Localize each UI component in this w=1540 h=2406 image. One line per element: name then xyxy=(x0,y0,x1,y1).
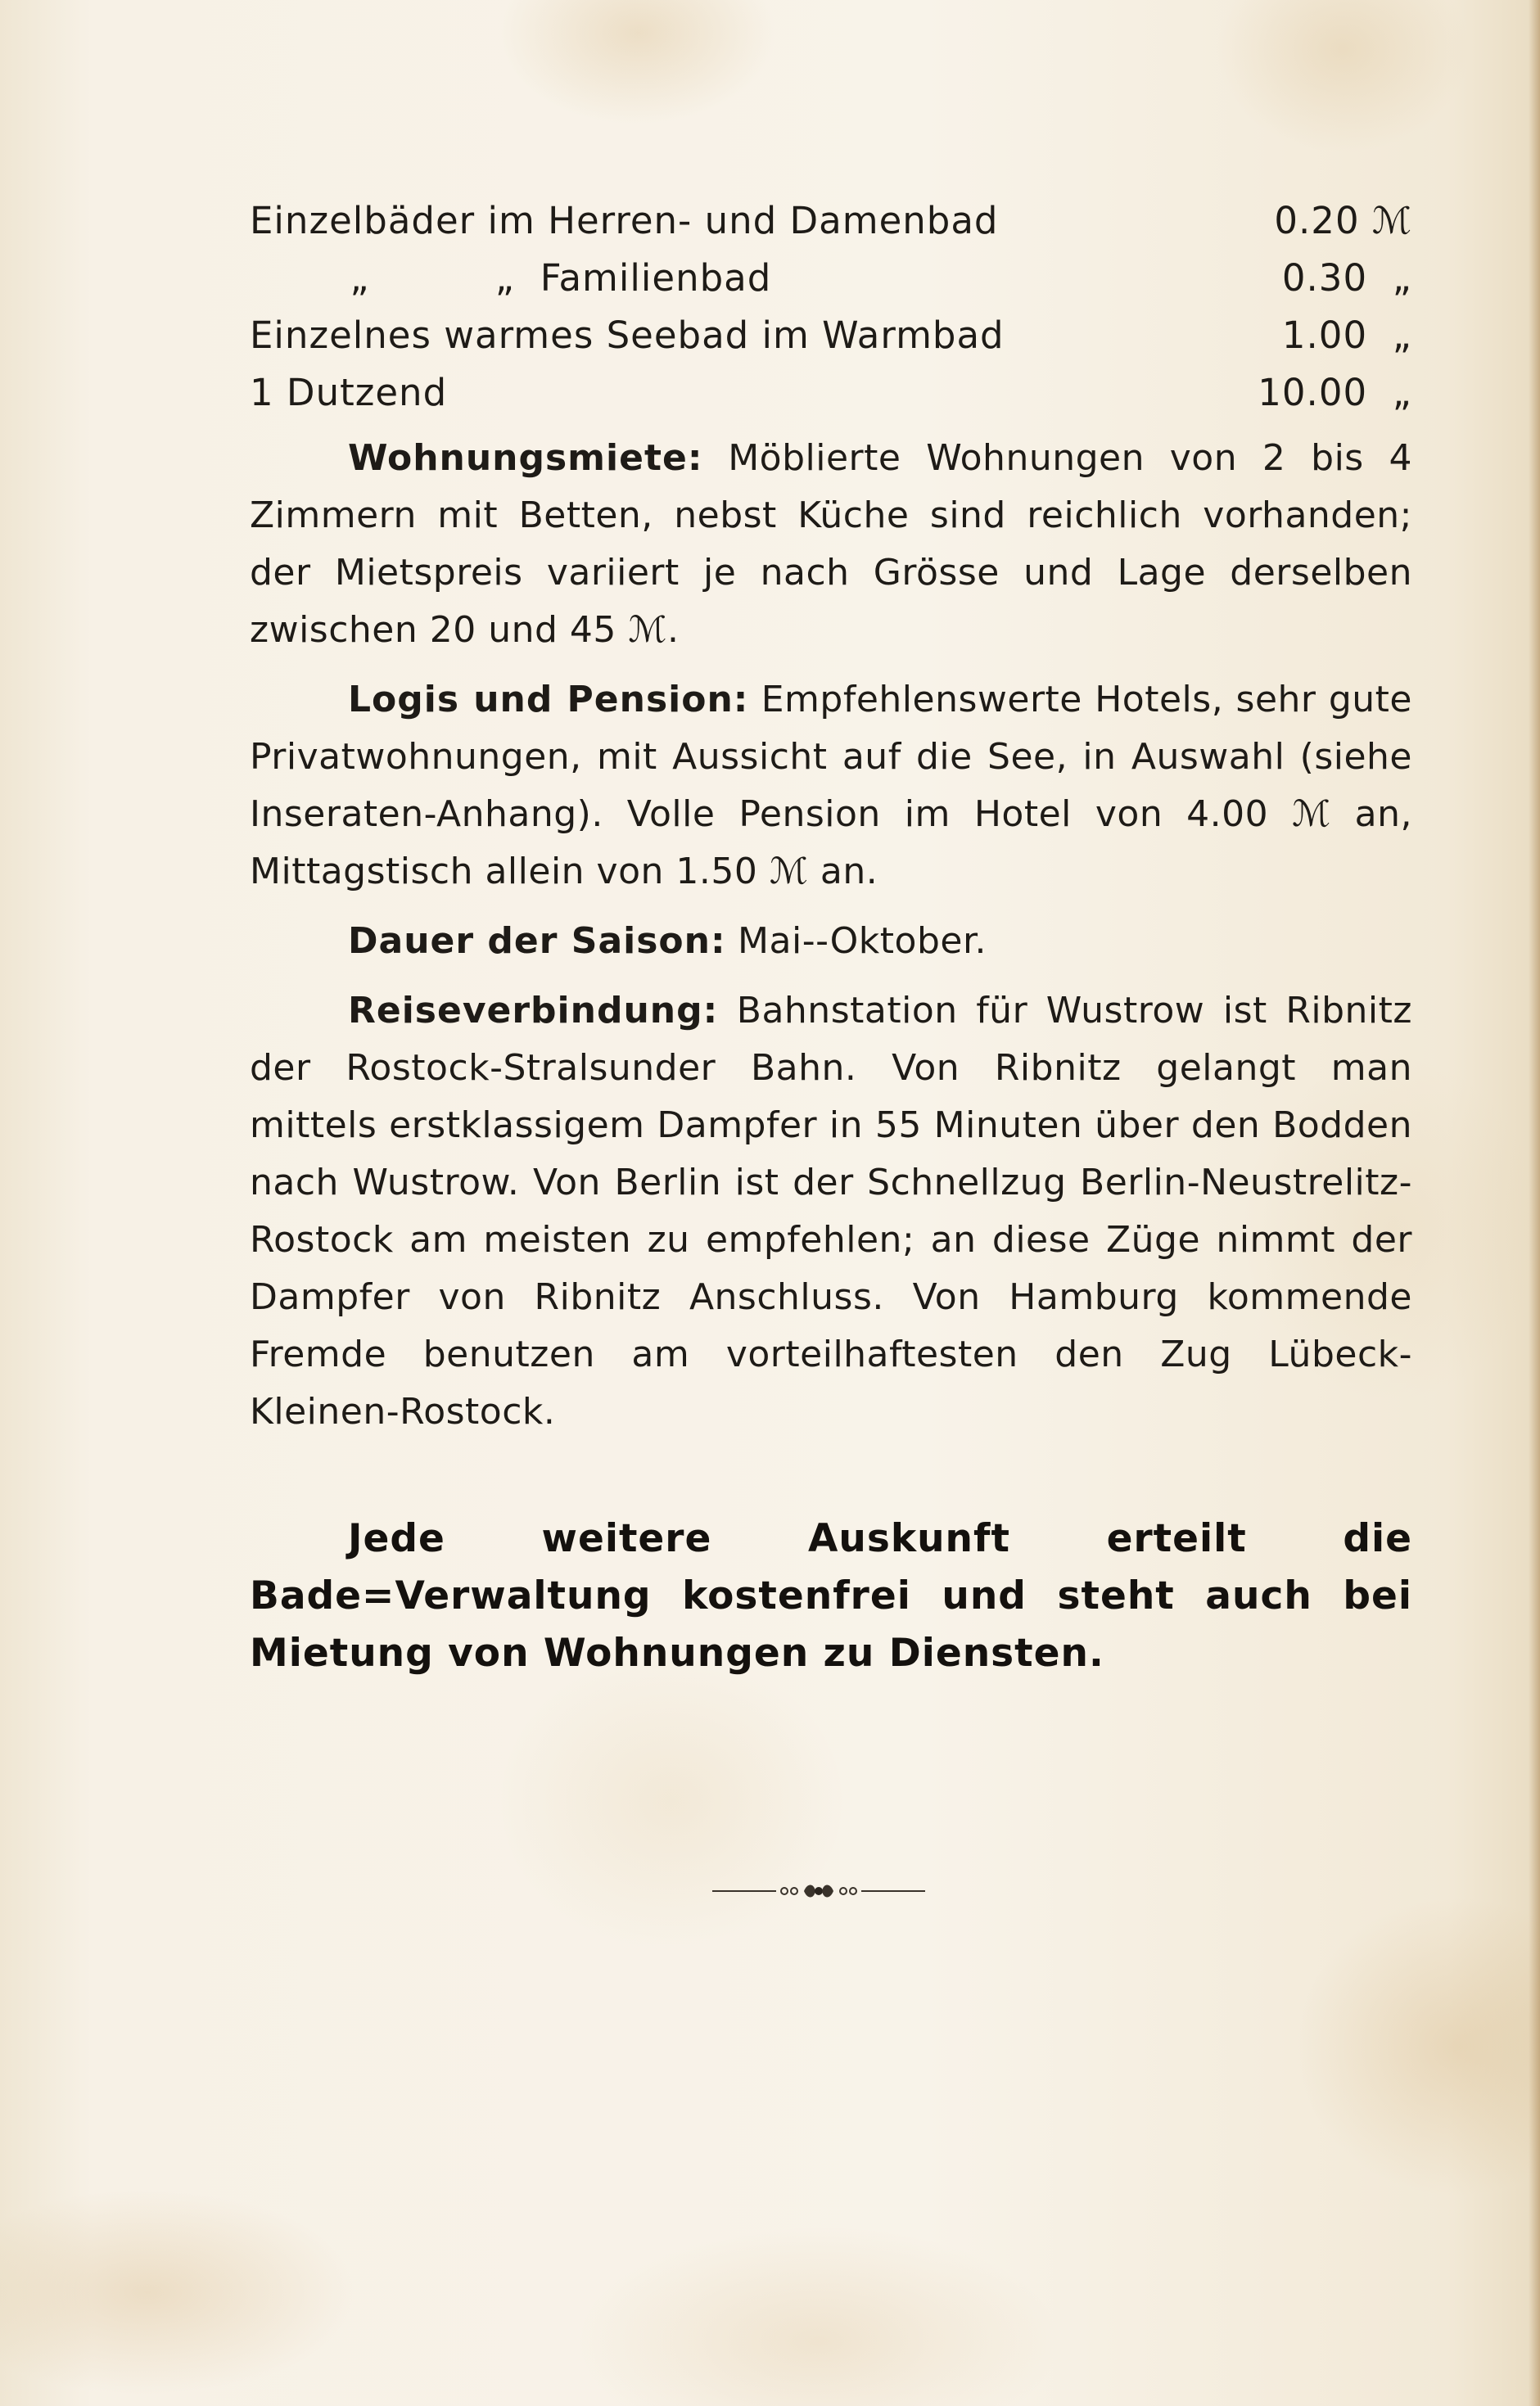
section-heading: Logis und Pension: xyxy=(348,679,749,720)
section-dauer-saison xyxy=(250,913,1412,970)
price-amount: 0.30 „ xyxy=(1281,256,1412,300)
section-logis-pension xyxy=(250,671,1412,901)
price-label: Einzelbäder im Herren- und Damenbad xyxy=(250,199,999,242)
price-label: 1 Dutzend xyxy=(250,371,448,414)
price-row xyxy=(250,254,1412,303)
price-amount: 10.00 „ xyxy=(1258,371,1412,414)
section-heading: Wohnungsmiete: xyxy=(348,437,703,479)
section-text: Mai--Oktober. xyxy=(725,920,987,962)
price-label: Einzelnes warmes Seebad im Warmbad xyxy=(250,314,1005,357)
price-amount: 0.20 ℳ xyxy=(1274,199,1412,242)
section-text: Bahnstation für Wustrow ist Ribnitz der Rostock-Stralsunder Bahn. Von Ribnitz gelangt man mittels erstklassigem Dampfer in 55 Minuten über den Bodden nach Wustrow. Von Berlin ist der Schnellzug Berlin-Neustrelitz-Rostock am meisten zu empfehlen; an diese Züge nimmt der Dampfer von Ribnitz Anschluss. Von Hamburg kommende Fremde benutzen am vorteilhaftesten den Zug Lübeck-Kleinen-Rostock. xyxy=(250,990,1412,1433)
section-reiseverbindung xyxy=(250,982,1412,1441)
price-row xyxy=(250,196,1412,246)
section-heading: Reiseverbindung: xyxy=(348,990,719,1031)
section-heading: Dauer der Saison: xyxy=(348,920,726,962)
section-wohnungsmiete xyxy=(250,430,1412,659)
section-text: Möblierte Wohnungen von 2 bis 4 Zimmern mit Betten, nebst Küche sind reichlich vorhanden; der Mietspreis variiert je nach Grösse und Lage derselben zwischen 20 und 45 ℳ. xyxy=(250,437,1412,651)
price-row xyxy=(250,368,1412,418)
price-row xyxy=(250,311,1412,360)
ornamental-divider xyxy=(712,1875,925,1907)
page-edge xyxy=(1529,0,1540,2406)
closing-note: Jede weitere Auskunft erteilt die Bade=Verwaltung kostenfrei und steht auch bei Mietung von Wohnungen zu Diensten. xyxy=(250,1516,1412,1676)
price-amount: 1.00 „ xyxy=(1281,314,1412,357)
section-text: Empfehlenswerte Hotels, sehr gute Privatwohnungen, mit Aussicht auf die See, in Auswahl (siehe Inseraten-Anhang). Volle Pension im Hotel von 4.00 ℳ an, Mittagstisch allein von 1.50 ℳ an. xyxy=(250,679,1412,892)
price-label: „ „ Familienbad xyxy=(250,256,772,300)
